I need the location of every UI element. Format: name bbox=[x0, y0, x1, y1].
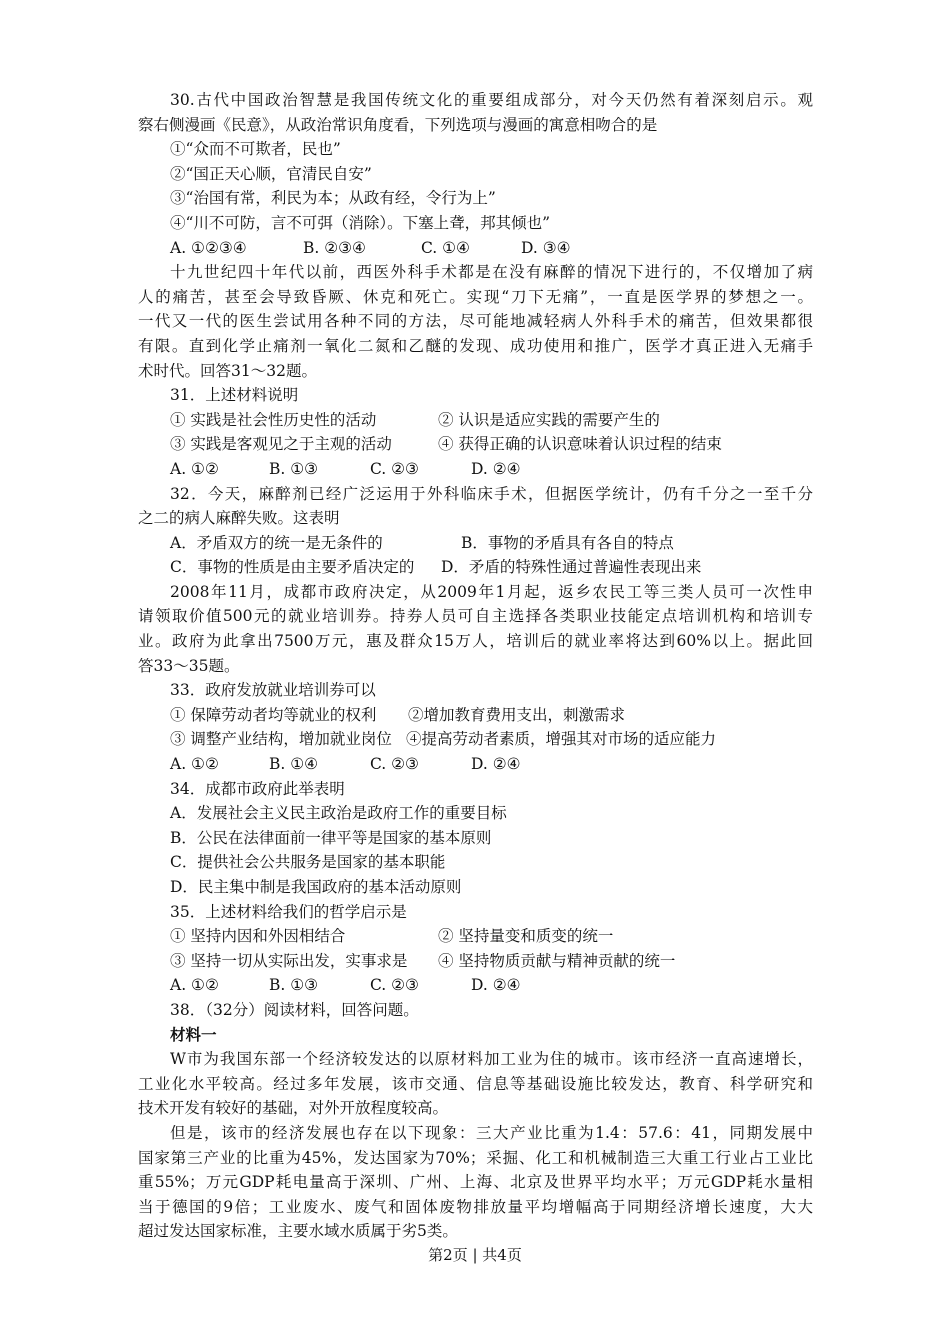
option-d: D. ②④ bbox=[471, 459, 521, 478]
q38-stem: 38．（32分）阅读材料，回答问题。 bbox=[170, 1000, 419, 1019]
q34-stem: 34．成都市政府此举表明 bbox=[170, 779, 345, 798]
q31-item: ④ 获得正确的认识意味着认识过程的结束 bbox=[438, 435, 722, 454]
q31-item: ② 认识是适应实践的需要产生的 bbox=[438, 410, 660, 429]
option-c: C. ②③ bbox=[370, 459, 419, 478]
option-b: B. ①③ bbox=[269, 459, 319, 478]
material-line: 一代又一代的医生尝试用各种不同的方法，尽可能地减轻病人外科手术的痛苦，但效果都很 bbox=[138, 312, 813, 331]
page-footer: 第2页 | 共4页 bbox=[428, 1246, 522, 1264]
option-c: C. ①④ bbox=[421, 238, 470, 257]
material-line: 有限。直到化学止痛剂一氧化二氮和乙醚的发现、成功使用和推广，医学才真正进入无痛手 bbox=[138, 336, 813, 355]
q31-options bbox=[138, 457, 813, 482]
material-line: 工业化水平较高。经过多年发展，该市交通、信息等基础设施比较发达，教育、科学研究和 bbox=[138, 1074, 813, 1093]
q32-stem-line: 之二的病人麻醉失败。这表明 bbox=[138, 509, 340, 528]
q30-stem-line: 察右侧漫画《民意》，从政治常识角度看，下列选项与漫画的寓意相吻合的是 bbox=[138, 115, 658, 134]
material-line: 人的痛苦，甚至会导致昏厥、休克和死亡。实现“刀下无痛”，一直是医学界的梦想之一。 bbox=[138, 287, 813, 306]
q35-items-row bbox=[138, 949, 813, 974]
material-line: 十九世纪四十年代以前，西医外科手术都是在没有麻醉的情况下进行的，不仅增加了病 bbox=[170, 263, 813, 282]
q35-item: ① 坚持内因和外因相结合 bbox=[170, 927, 346, 946]
q35-stem: 35．上述材料给我们的哲学启示是 bbox=[170, 902, 407, 921]
q35-item: ② 坚持量变和质变的统一 bbox=[438, 927, 614, 946]
q33-item: ① 保障劳动者均等就业的权利 bbox=[170, 705, 377, 724]
material-line: 2008年11月，成都市政府决定，从2009年1月起，返乡农民工等三类人员可一次性申 bbox=[170, 582, 813, 601]
q35-items-row bbox=[138, 924, 813, 949]
q32-stem-line: 32．今天，麻醉剂已经广泛运用于外科临床手术，但据医学统计，仍有千分之一至千分 bbox=[170, 484, 813, 503]
option-a: A．矛盾双方的统一是无条件的 bbox=[170, 533, 383, 552]
q30-item: ④“川不可防，言不可弭（消除）。下塞上聋，邦其倾也” bbox=[170, 213, 551, 232]
q30-stem-line: 30.古代中国政治智慧是我国传统文化的重要组成部分，对今天仍然有着深刻启示。观 bbox=[170, 91, 813, 109]
option-b: B. ①④ bbox=[269, 755, 319, 774]
option-b: B．事物的矛盾具有各自的特点 bbox=[461, 533, 674, 552]
q33-item: ②增加教育费用支出，刺激需求 bbox=[408, 705, 626, 724]
q31-stem: 31．上述材料说明 bbox=[170, 386, 299, 405]
q30-options bbox=[138, 236, 813, 261]
q35-item: ④ 坚持物质贡献与精神贡献的统一 bbox=[438, 951, 676, 970]
option-a: A. ①② bbox=[170, 459, 219, 478]
q30-item: ②“国正天心顺，官清民自安” bbox=[170, 164, 372, 183]
q30-item: ③“治国有常，利民为本；从政有经，令行为上” bbox=[170, 189, 496, 208]
q35-options bbox=[138, 973, 813, 998]
option-d: D．矛盾的特殊性通过普遍性表现出来 bbox=[441, 558, 702, 577]
q30-item: ①“众而不可欺者，民也” bbox=[170, 140, 341, 159]
option-d: D. ②④ bbox=[471, 976, 521, 995]
q33-stem: 33．政府发放就业培训券可以 bbox=[170, 681, 376, 700]
option-b: B．公民在法律面前一律平等是国家的基本原则 bbox=[170, 828, 492, 847]
q32-options-row bbox=[138, 531, 813, 556]
material-line: 技术开发有较好的基础，对外开放程度较高。 bbox=[138, 1099, 449, 1118]
option-d: D．民主集中制是我国政府的基本活动原则 bbox=[170, 878, 462, 896]
q35-item: ③ 坚持一切从实际出发，实事求是 bbox=[170, 951, 408, 970]
material-line: 业。政府为此拿出7500万元，惠及群众15万人，培训后的就业率将达到60%以上。据此回 bbox=[138, 632, 813, 651]
option-a: A．发展社会主义民主政治是政府工作的重要目标 bbox=[170, 804, 507, 823]
q31-item: ③ 实践是客观见之于主观的活动 bbox=[170, 435, 392, 454]
option-a: A. ①② bbox=[170, 976, 219, 995]
q33-items-row bbox=[138, 727, 813, 752]
exam-page bbox=[138, 88, 813, 1244]
material-line: 重55%；万元GDP耗电量高于深圳、广州、上海、北京及世界平均水平；万元GDP耗水量相 bbox=[138, 1173, 813, 1192]
material-title: 材料一 bbox=[170, 1024, 217, 1044]
q33-options bbox=[138, 752, 813, 777]
q31-items-row bbox=[138, 408, 813, 433]
q33-item: ④提高劳动者素质，增强其对市场的适应能力 bbox=[406, 730, 717, 749]
material-line: 请领取价值500元的就业培训券。持券人员可自主选择各类职业技能定点培训机构和培训专 bbox=[138, 607, 813, 626]
material-line: 术时代。回答31～32题。 bbox=[138, 361, 317, 380]
q31-items-row bbox=[138, 432, 813, 457]
material-line: W市为我国东部一个经济较发达的以原材料加工业为住的城市。该市经济一直高速增长， bbox=[170, 1050, 813, 1069]
option-d: D. ③④ bbox=[521, 238, 571, 257]
option-c: C. ②③ bbox=[370, 976, 419, 995]
option-a: A. ①②③④ bbox=[170, 238, 247, 257]
option-b: B. ①③ bbox=[269, 976, 319, 995]
option-d: D. ②④ bbox=[471, 755, 521, 774]
q33-items-row bbox=[138, 703, 813, 728]
q32-options-row bbox=[138, 555, 813, 580]
material-line: 超过发达国家标准，主要水域水质属于劣5类。 bbox=[138, 1222, 458, 1241]
option-b: B. ②③④ bbox=[303, 238, 366, 257]
option-a: A. ①② bbox=[170, 755, 219, 774]
q31-item: ① 实践是社会性历史性的活动 bbox=[170, 410, 377, 429]
material-line: 当于德国的9倍；工业废水、废气和固体废物排放量平均增幅高于同期经济增长速度，大大 bbox=[138, 1197, 813, 1216]
material-line: 国家第三产业的比重为45%，发达国家为70%；采掘、化工和机械制造三大重工行业占工业比 bbox=[138, 1148, 813, 1167]
option-c: C. ②③ bbox=[370, 755, 419, 774]
material-line: 但是，该市的经济发展也存在以下现象：三大产业比重为1.4：57.6：41，同期发展中 bbox=[170, 1123, 813, 1142]
material-line: 答33～35题。 bbox=[138, 656, 240, 675]
q33-item: ③ 调整产业结构，增加就业岗位 bbox=[170, 730, 392, 749]
option-c: C．事物的性质是由主要矛盾决定的 bbox=[170, 558, 415, 577]
option-c: C．提供社会公共服务是国家的基本职能 bbox=[170, 853, 446, 872]
